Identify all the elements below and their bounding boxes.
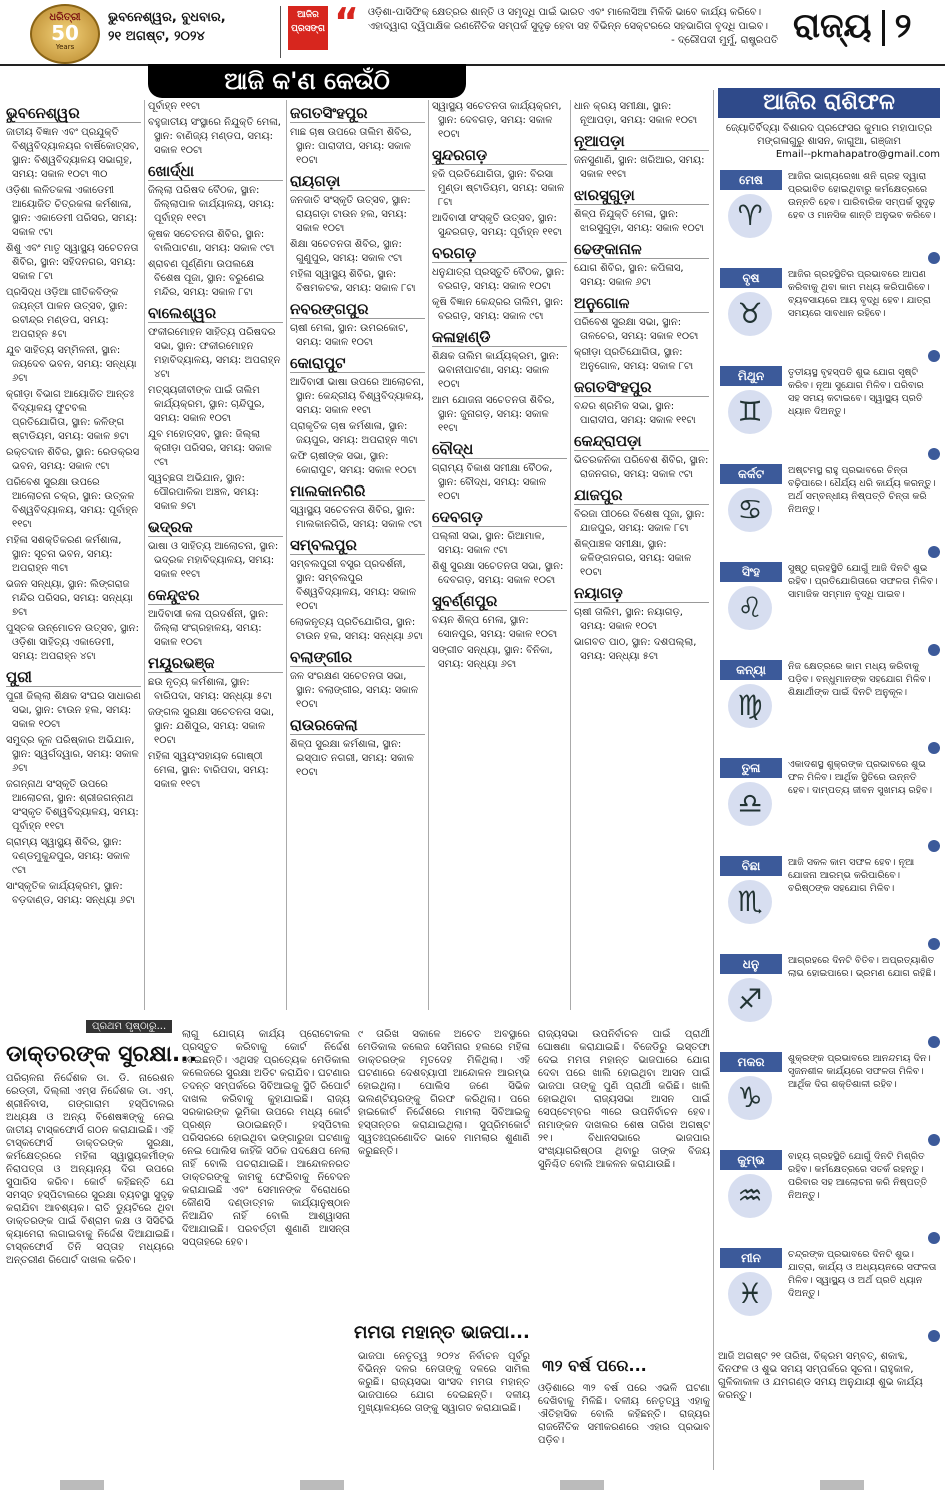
event-item: ଶିଳ୍ପାଞ୍ଚଳ ସମୀକ୍ଷା, ସ୍ଥାନ: କଳିଙ୍ଗନଗର, ସମୟ: ସକାଳ ୧୦ଟା bbox=[574, 539, 692, 578]
panchang-footer: ଆଜି ଅଗଷ୍ଟ ୨୧ ତାରିଖ, ବିକ୍ରମ ସମ୍ବତ୍, ଶକାବ୍ଦ, ଦିନଫଳ ଓ ଶୁଭ ସମୟ ସମ୍ପର୍କରେ ସୂଚନା। ରାହୁକାଳ, ଗୁଳିକାକାଳ ଓ ଯମଗଣ୍ଡ ସମୟ ଅନୁଯାୟୀ ଶୁଭ କାର୍ଯ୍ୟ କରନ୍ତୁ। bbox=[718, 1351, 923, 1401]
bullet-icon bbox=[928, 546, 940, 558]
event-item: ଜନସୁଣାଣି, ସ୍ଥାନ: ଖରିଆର, ସମୟ: ସକାଳ ୧୧ଟା bbox=[574, 155, 705, 180]
quote-of-day bbox=[368, 6, 778, 48]
rashi-name: ତୁଳା bbox=[720, 758, 782, 778]
bullet-icon bbox=[928, 644, 940, 656]
bullet-icon bbox=[928, 252, 940, 264]
event-item: ଶିକ୍ଷା ସଚେତନତା ଶିବିର, ସ୍ଥାନ: ଗୁଣୁପୁର, ସମୟ: ସକାଳ ୯ଟା bbox=[290, 239, 403, 264]
district-heading: ଜଗତସିଂହପୁର bbox=[290, 104, 425, 123]
event-item: ଯୁବ ମହୋତ୍ସବ, ସ୍ଥାନ: ଜିଲ୍ଲା କ୍ରୀଡ଼ା ପରିସର, ସମୟ: ସକାଳ ୯ଟା bbox=[148, 429, 272, 468]
event-item: ଜାତୀୟ ବିଜ୍ଞାନ ଏବଂ ପ୍ରଯୁକ୍ତି ବିଶ୍ୱବିଦ୍ୟାଳୟର ବାର୍ଷିକୋତ୍ସବ, ସ୍ଥାନ: ବିଶ୍ୱବିଦ୍ୟାଳୟ ସଭାଗୃହ, ସମୟ: ସକାଳ ୧୦ଟା ୩୦ bbox=[6, 127, 140, 180]
event-item: ଆଦିବାସୀ କଳା ପ୍ରଦର୍ଶନୀ, ସ୍ଥାନ: ଜିଲ୍ଲା ସଂଗ୍ରହାଳୟ, ସମୟ: ସକାଳ ୧୦ଟା bbox=[148, 609, 269, 648]
district-heading: କେନ୍ଦ୍ରାପଡ଼ା bbox=[574, 432, 709, 451]
print-registration-mark bbox=[820, 1480, 864, 1490]
bullet-icon bbox=[928, 1036, 940, 1048]
event-item: ଲୋକନୃତ୍ୟ ପ୍ରତିଯୋଗିତା, ସ୍ଥାନ: ଟାଉନ ହଲ, ସମୟ: ସନ୍ଧ୍ୟା ୬ଟା bbox=[290, 617, 423, 642]
rashi-entry bbox=[718, 170, 940, 268]
zodiac-icon: ♐ bbox=[728, 978, 772, 1022]
rashifal-panel bbox=[718, 88, 940, 1408]
divider bbox=[428, 100, 429, 1010]
quote-author: - ଦ୍ରୌପଦୀ ମୁର୍ମୁ, ରାଷ୍ଟ୍ରପତି bbox=[671, 35, 778, 46]
event-item: ବନ୍ଦର ଶ୍ରମିକ ସଭା, ସ୍ଥାନ: ପାରାଦୀପ, ସମୟ: ସକାଳ ୧୧ଟା bbox=[574, 401, 696, 426]
rashi-entry bbox=[718, 856, 940, 954]
district-heading: ଯାଜପୁର bbox=[574, 486, 709, 505]
event-item: କୃଷକ ସଚେତନତା ଶିବିର, ସ୍ଥାନ: ବାଲିପାଟଣା, ସମୟ: ସକାଳ ୯ଟା bbox=[148, 229, 275, 254]
event-item: ଶ୍ରାବଣ ପୂର୍ଣ୍ଣିମା ଉପଲକ୍ଷେ ବିଶେଷ ପୂଜା, ସ୍ଥାନ: ବରୁଣେଇ ମନ୍ଦିର, ସମୟ: ସକାଳ ୮ଟା bbox=[148, 259, 265, 298]
rashi-text: ଆଜିର ଗ୍ରହସ୍ଥିତିର ପ୍ରଭାବରେ ଆପଣ କରିବାକୁ ଥିବା କାମ ମଧ୍ୟ କରିପାରିବେ। ବ୍ୟବସାୟରେ ଆୟ ବୃଦ୍ଧି ହେବ। ଯାତ୍ରା ସମୟରେ ସାବଧାନ ରହିବେ। bbox=[788, 269, 931, 319]
district-heading: ପୁରୀ bbox=[6, 668, 141, 687]
events-column-1 bbox=[6, 100, 141, 1010]
rashifal-address: ମଙ୍ଗଳାଗୁରୁ ଶାସନ, କାଗୁଆ, ଗଞ୍ଜାମ bbox=[757, 136, 901, 147]
event-item: ବହୁଜାତୀୟ ସଂସ୍ଥାରେ ନିଯୁକ୍ତି ମେଳା, ସ୍ଥାନ: ବାଣିଜ୍ୟ ମଣ୍ଡପ, ସମୟ: ସକାଳ ୧୦ଟା bbox=[148, 117, 281, 156]
rashi-name: କର୍କଟ bbox=[720, 464, 782, 484]
district-heading: ଢେଙ୍କାନାଳ bbox=[574, 240, 709, 259]
event-item: ଯୁବ ସାହିତ୍ୟ ସମ୍ମିଳନୀ, ସ୍ଥାନ: ଜୟଦେବ ଭବନ, ସମୟ: ସନ୍ଧ୍ୟା ୬ଟା bbox=[6, 345, 137, 384]
district-heading: ଝାରସୁଗୁଡ଼ା bbox=[574, 186, 709, 205]
story-headline-3: ୩୨ ବର୍ଷ ପରେ... bbox=[542, 1356, 647, 1375]
zodiac-icon: ♒ bbox=[728, 1174, 772, 1218]
zodiac-icon: ♍ bbox=[728, 684, 772, 728]
event-item: ପୂର୍ବାହ୍ନ ୧୧ଟା bbox=[148, 101, 201, 112]
district-heading: ବାଲେଶ୍ୱର bbox=[148, 304, 283, 323]
event-item: ଭିତରକନିକା ପରିବେଶ ଶିବିର, ସ୍ଥାନ: ରାଜନଗର, ସମୟ: ସକାଳ ୯ଟା bbox=[574, 455, 709, 480]
district-heading: ଭୁବନେଶ୍ୱର bbox=[6, 104, 141, 123]
rashi-entry bbox=[718, 660, 940, 758]
event-item: ଭାଷା ଓ ସାହିତ୍ୟ ଆଲୋଚନା, ସ୍ଥାନ: ଭଦ୍ରକ ମହାବିଦ୍ୟାଳୟ, ସମୟ: ସକାଳ ୧୧ଟା bbox=[148, 541, 279, 580]
quote-label: ଆଜିର ପ୍ରସଙ୍ଗ bbox=[288, 6, 328, 50]
event-item: ଶିଳ୍ପ ସୁରକ୍ଷା କର୍ମଶାଳା, ସ୍ଥାନ: ଇସ୍ପାତ ନଗରୀ, ସମୟ: ସକାଳ ୧୦ଟା bbox=[290, 739, 414, 778]
bullet-icon bbox=[928, 742, 940, 754]
event-item: ପୁରୀ ଜିଲ୍ଲା ଶିକ୍ଷକ ସଂଘର ସାଧାରଣ ସଭା, ସ୍ଥାନ: ଟାଉନ ହଲ, ସମୟ: ସକାଳ ୧୦ଟା bbox=[6, 691, 141, 730]
section-title bbox=[793, 4, 912, 48]
print-registration-mark bbox=[60, 1480, 104, 1490]
event-item: ଶିଶୁ ଏବଂ ମାତୃ ସ୍ୱାସ୍ଥ୍ୟ ସଚେତନତା ଶିବିର, ସ୍ଥାନ: ସହିଦନଗର, ସମୟ: ସକାଳ ୮ଟା bbox=[6, 243, 139, 282]
event-item: ପଲ୍ଲୀ ସଭା, ସ୍ଥାନ: ରିଆମାଳ, ସମୟ: ସକାଳ ୯ଟା bbox=[432, 531, 545, 556]
event-item: କ୍ରୀଡ଼ା ପ୍ରତିଯୋଗିତା, ସ୍ଥାନ: ଅନୁଗୋଳ, ସମୟ: ସକାଳ ୮ଟା bbox=[574, 347, 694, 372]
divider bbox=[882, 10, 885, 46]
rashi-text: ନିଜ କ୍ଷେତ୍ରରେ କାମ ମଧ୍ୟ କରିବାକୁ ପଡ଼ିବ। ବନ୍ଧୁମାନଙ୍କ ସହଯୋଗ ମିଳିବ। ଶିକ୍ଷାର୍ଥୀଙ୍କ ପାଇଁ ଦିନଟି ଅନୁକୂଳ। bbox=[788, 661, 931, 698]
zodiac-icon: ♏ bbox=[728, 880, 772, 924]
rashi-text: ଆଜି ସକଳ କାମ ସଫଳ ହେବ। ନୂଆ ଯୋଜନା ଆରମ୍ଭ କରିପାରିବେ। ବରିଷ୍ଠଙ୍କ ସହଯୋଗ ମିଳିବ। bbox=[788, 857, 915, 894]
rashi-text: ତୃତୀୟସ୍ଥ ବୃହସ୍ପତି ଶୁଭ ଯୋଗ ସୃଷ୍ଟି କରିବ। ନୂଆ ସୁଯୋଗ ମିଳିବ। ପରିବାର ସହ ସମୟ କଟାଇବେ। ସ୍ୱାସ୍ଥ୍ୟ ପ୍ରତି ଧ୍ୟାନ ଦିଅନ୍ତୁ। bbox=[788, 367, 924, 417]
zodiac-icon: ♑ bbox=[728, 1076, 772, 1120]
event-item: ସ୍ୱଚ୍ଛତା ଅଭିଯାନ, ସ୍ଥାନ: ପୌରପାଳିକା ଅଞ୍ଚଳ, ସମୟ: ସକାଳ ୭ଟା bbox=[148, 473, 260, 512]
quote-text: ଓଡ଼ିଶା-ପାସିଫିକ୍ କ୍ଷେତ୍ରର ଶାନ୍ତି ଓ ସମୃଦ୍ଧି ପାଇଁ ଭାରତ ଏବଂ ମାଲେସିଆ ମିଳିକି ଭାବେ କାର୍ଯ୍ୟ କରିବେ। ଏହାଦ୍ୱାରା ଦ୍ୱିପାକ୍ଷିକ ରଣନୈତିକ ସମ୍ପର୍କ ସୁଦୃଢ଼ ହେବା ସହ ବିଭିନ୍ନ ସେକ୍ଟରରେ ସହଭାଗିତା ବୃଦ୍ଧି ପାଇବ। bbox=[368, 7, 768, 32]
print-registration-mark bbox=[560, 1480, 604, 1490]
event-item: ଶିକ୍ଷକ ତାଲିମ କାର୍ଯ୍ୟକ୍ରମ, ସ୍ଥାନ: ଭବାନୀପାଟଣା, ସମୟ: ସକାଳ ୧୦ଟା bbox=[432, 351, 560, 390]
page-number: ୨ bbox=[894, 6, 912, 46]
rashi-name: ବିଛା bbox=[720, 856, 782, 876]
divider bbox=[144, 100, 145, 1010]
event-item: ମହିଳା ସ୍ୱାସ୍ଥ୍ୟ ଶିବିର, ସ୍ଥାନ: ବିଷମକଟକ, ସମୟ: ସକାଳ ୮ଟା bbox=[290, 269, 416, 294]
district-heading: ସମ୍ବଲପୁର bbox=[290, 536, 425, 555]
event-item: ଗ୍ରାମ୍ୟ ସ୍ୱାସ୍ଥ୍ୟ ଶିବିର, ସ୍ଥାନ: ଦଣ୍ଡମୁକୁନ୍ଦପୁର, ସମୟ: ସକାଳ ୯ଟା bbox=[6, 837, 130, 876]
masthead bbox=[0, 0, 945, 66]
event-item: ଶିଶୁ ସୁରକ୍ଷା ସଚେତନତା ସଭା, ସ୍ଥାନ: ଦେବଗଡ଼, ସମୟ: ସକାଳ ୧୦ଟା bbox=[432, 561, 564, 586]
quote-mark-icon: “ bbox=[334, 0, 359, 44]
zodiac-icon: ♎ bbox=[728, 782, 772, 826]
district-heading: କୋରାପୁଟ bbox=[290, 354, 425, 373]
district-heading: କଳାହାଣ୍ଡି bbox=[432, 328, 567, 347]
rashi-text: ଶୁକ୍ରଙ୍କ ପ୍ରଭାବରେ ଆନନ୍ଦମୟ ଦିନ। ସୃଜନଶୀଳ କାର୍ଯ୍ୟରେ ସଫଳତା ମିଳିବ। ଆର୍ଥିକ ଦିଗ ଶକ୍ତିଶାଳୀ ରହିବ। bbox=[788, 1053, 931, 1090]
district-heading: ନବରଙ୍ଗପୁର bbox=[290, 300, 425, 319]
rashi-entry bbox=[718, 1150, 940, 1248]
zodiac-icon: ♌ bbox=[728, 586, 772, 630]
event-item: ରକ୍ତଦାନ ଶିବିର, ସ୍ଥାନ: ରେଡକ୍ରସ ଭବନ, ସମୟ: ସକାଳ ୯ଟା bbox=[6, 447, 140, 472]
event-item: ବିରଜା ପୀଠରେ ବିଶେଷ ପୂଜା, ସ୍ଥାନ: ଯାଜପୁର, ସମୟ: ସକାଳ ୮ଟା bbox=[574, 509, 705, 534]
district-heading: ରାୟଗଡ଼ା bbox=[290, 172, 425, 191]
event-item: ମାଛ ଚାଷ ଉପରେ ତାଲିମ ଶିବିର, ସ୍ଥାନ: ପାରାଦୀପ, ସମୟ: ସକାଳ ୧୦ଟା bbox=[290, 127, 412, 166]
rashi-name: ମେଷ bbox=[720, 170, 782, 190]
rashi-name: କୁମ୍ଭ bbox=[720, 1150, 782, 1170]
rashi-name: ମିଥୁନ bbox=[720, 366, 782, 386]
date-line-2: ୨୧ ଅଗଷ୍ଟ, ୨୦୨୪ bbox=[108, 29, 205, 44]
event-item: ବୟନ ଶିଳ୍ପ ମେଳା, ସ୍ଥାନ: ସୋନପୁର, ସମୟ: ସକାଳ ୧୦ଟା bbox=[432, 615, 558, 640]
rashi-text: ଏକାଦଶସ୍ଥ ଶୁକ୍ରଙ୍କ ପ୍ରଭାବରେ ଶୁଭ ଫଳ ମିଳିବ। ଆର୍ଥିକ ସ୍ଥିତିରେ ଉନ୍ନତି ହେବ। ଦାମ୍ପତ୍ୟ ଜୀବନ ସୁଖମୟ ରହିବ। bbox=[788, 759, 933, 796]
dharitri-50-years-logo bbox=[30, 4, 100, 64]
event-item: ମହିଳା ସଶକ୍ତିକରଣ କର୍ମଶାଳା, ସ୍ଥାନ: ସୂଚନା ଭବନ, ସମୟ: ଅପରାହ୍ନ ୩ଟା bbox=[6, 535, 122, 574]
event-item: ଜଗନ୍ନାଥ ସଂସ୍କୃତି ଉପରେ ଆଲୋଚନା, ସ୍ଥାନ: ଶ୍ରୀଜଗନ୍ନାଥ ସଂସ୍କୃତ ବିଶ୍ୱବିଦ୍ୟାଳୟ, ସମୟ: ପୂର୍ବାହ୍ନ ୧୧ଟା bbox=[6, 779, 139, 832]
district-heading: ବରଗଡ଼ bbox=[432, 244, 567, 263]
event-item: କ୍ରୀଡ଼ା ବିଭାଗ ଆୟୋଜିତ ଆନ୍ତଃ ବିଦ୍ୟାଳୟ ଫୁଟବଲ ପ୍ରତିଯୋଗିତା, ସ୍ଥାନ: କଳିଙ୍ଗ ଷ୍ଟାଡିୟମ, ସମୟ: ସକାଳ ୭ଟା bbox=[6, 389, 134, 442]
event-item: ଭାଗବତ ପାଠ, ସ୍ଥାନ: ଦଶପଲ୍ଲା, ସମୟ: ସନ୍ଧ୍ୟା ୫ଟା bbox=[574, 637, 697, 662]
story-column-4: ରାଜ୍ୟସଭା ଉପନିର୍ବାଚନ ପାଇଁ ପ୍ରାର୍ଥୀ ଘୋଷଣା କରାଯାଇଛି। ବିଜେଡିରୁ ଇସ୍ତଫା ଦେଇ ମମତା ମହାନ୍ତ ଭାଜପାରେ ଯୋଗ ଦେବା ପରେ ଖାଲି ହୋଇଥିବା ଆସନ ପାଇଁ ଭାଜପା ତାଙ୍କୁ ପୁଣି ପ୍ରାର୍ଥୀ କରିଛି। ଖାଲି ହୋଇଥିବା ରାଜ୍ୟସଭା ଆସନ ପାଇଁ ସେପ୍ଟେମ୍ବର ୩ରେ ଉପନିର୍ବାଚନ ହେବ। ନାମାଙ୍କନ ଦାଖଲର ଶେଷ ତାରିଖ ଅଗଷ୍ଟ ୨୧। ବିଧାନସଭାରେ ଭାଜପାର ସଂଖ୍ୟାଗରିଷ୍ଠତା ଥିବାରୁ ତାଙ୍କ ବିଜୟ ସୁନିଶ୍ଚିତ ବୋଲି ଆକଳନ କରାଯାଉଛି। bbox=[538, 1029, 710, 1170]
event-item: ଶିଳ୍ପ ନିଯୁକ୍ତି ମେଳା, ସ୍ଥାନ: ଝାରସୁଗୁଡ଼ା, ସମୟ: ସକାଳ ୧୦ଟା bbox=[574, 209, 704, 234]
district-heading: ସୁନ୍ଦରଗଡ଼ bbox=[432, 146, 567, 165]
events-column-5 bbox=[574, 100, 709, 1010]
rashi-entry bbox=[718, 954, 940, 1052]
rashi-name: ସିଂହ bbox=[720, 562, 782, 582]
district-heading: ଜଗତସିଂହପୁର bbox=[574, 378, 709, 397]
event-item: ସ୍ୱାସ୍ଥ୍ୟ ସଚେତନତା ଶିବିର, ସ୍ଥାନ: ମାଲକାନଗିରି, ସମୟ: ସକାଳ ୯ଟା bbox=[290, 505, 423, 530]
rashi-text: ଆଗ୍ରହରେ ଦିନଟି ବିତିବ। ଅପ୍ରତ୍ୟାଶିତ ଲାଭ ହୋଇପାରେ। ଭ୍ରମଣ ଯୋଗ ରହିଛି। bbox=[788, 955, 936, 979]
district-heading: କେନ୍ଦୁଝର bbox=[148, 586, 283, 605]
rashi-entry bbox=[718, 464, 940, 562]
event-item: ଧାନ କ୍ରୟ ସମୀକ୍ଷା, ସ୍ଥାନ: ନୂଆପଡ଼ା, ସମୟ: ସକାଳ ୧୦ଟା bbox=[574, 101, 698, 126]
event-item: ଆଦିବାସୀ ସଂସ୍କୃତି ଉତ୍ସବ, ସ୍ଥାନ: ସୁନ୍ଦରଗଡ଼, ସମୟ: ପୂର୍ବାହ୍ନ ୧୧ଟା bbox=[432, 213, 562, 238]
district-heading: ମାଲକାନଗିରି bbox=[290, 482, 425, 501]
district-heading: ଖୋର୍ଦ୍ଧା bbox=[148, 162, 283, 181]
event-item: ପରିବେଶ ସୁରକ୍ଷା ସଭା, ସ୍ଥାନ: ତାଳଚେର, ସମୟ: ସକାଳ ୧୦ଟା bbox=[574, 317, 699, 342]
date-line bbox=[108, 8, 273, 46]
story-column-3b: ଭାଜପା ନେତୃତ୍ୱ ୨୦୨୪ ନିର୍ବାଚନ ପୂର୍ବରୁ ବିଭିନ୍ନ ଦଳର ନେତାଙ୍କୁ ଦଳରେ ସାମିଲ କରୁଛି। ରାଜ୍ୟସଭା ସାଂସଦ ମମତା ମହାନ୍ତ ଭାଜପାରେ ଯୋଗ ଦେଇଛନ୍ତି। ଦଳୀୟ ମୁଖ୍ୟାଳୟରେ ତାଙ୍କୁ ସ୍ୱାଗତ କରାଯାଇଛି। bbox=[358, 1351, 530, 1414]
front-page-continuation bbox=[6, 1020, 711, 1490]
event-item: ଯୋଗ ଶିବିର, ସ୍ଥାନ: କପିଳାସ, ସମୟ: ସକାଳ ୬ଟା bbox=[574, 263, 684, 288]
event-item: ଓଡ଼ିଶା ଲଳିତକଳା ଏକାଡେମୀ ଆୟୋଜିତ ଚିତ୍ରକଳା କର୍ମଶାଳା, ସ୍ଥାନ: ଏକାଡେମୀ ପରିସର, ସମୟ: ସକାଳ ୯ଟା bbox=[6, 185, 138, 238]
event-item: ଚାଷୀ ତାଲିମ, ସ୍ଥାନ: ନୟାଗଡ଼, ସମୟ: ସକାଳ ୧୦ଟା bbox=[574, 607, 683, 632]
date-line-1: ଭୁବନେଶ୍ୱର, ବୁଧବାର, bbox=[108, 10, 226, 25]
bullet-icon bbox=[928, 448, 940, 460]
event-item: ହକି ପ୍ରତିଯୋଗିତା, ସ୍ଥାନ: ବିରସା ମୁଣ୍ଡା ଷ୍ଟାଡିୟମ, ସମୟ: ସକାଳ ୮ଟା bbox=[432, 169, 565, 208]
bullet-icon bbox=[928, 840, 940, 852]
zodiac-icon: ♊ bbox=[728, 390, 772, 434]
event-item: ସମୁଦ୍ର କୂଳ ପରିଷ୍କାର ଅଭିଯାନ, ସ୍ଥାନ: ସ୍ୱର୍ଗଦ୍ୱାର, ସମୟ: ସକାଳ ୬ଟା bbox=[6, 735, 139, 774]
event-item: ସାଂସ୍କୃତିକ କାର୍ଯ୍ୟକ୍ରମ, ସ୍ଥାନ: ବଡ଼ଦାଣ୍ଡ, ସମୟ: ସନ୍ଧ୍ୟା ୬ଟା bbox=[6, 881, 135, 906]
continued-tag: ପ୍ରଥମ ପୃଷ୍ଠାରୁ... bbox=[86, 1020, 172, 1033]
story-headline-2: ମମତା ମହାନ୍ତ ଭାଜପା... bbox=[354, 1322, 530, 1343]
rashi-text: ଆଜିର ଭାଗ୍ୟରେଖା ଶନି ଗ୍ରହ ଦ୍ୱାରା ପ୍ରଭାବିତ ହୋଇଥିବାରୁ କର୍ମକ୍ଷେତ୍ରରେ ଉନ୍ନତି ହେବ। ପାରିବାରିକ ସମ୍ପର୍କ ସୁଦୃଢ଼ ହେବ ଓ ମାନସିକ ଶାନ୍ତି ଅନୁଭବ କରିବେ। bbox=[788, 171, 936, 221]
event-item: ସ୍ୱାସ୍ଥ୍ୟ ସଚେତନତା କାର୍ଯ୍ୟକ୍ରମ, ସ୍ଥାନ: ଦେବଗଡ଼, ସମୟ: ସକାଳ ୧୦ଟା bbox=[432, 101, 562, 140]
rashi-entry bbox=[718, 758, 940, 856]
story-column-1: ପରିଚାଳନା ନିର୍ଦ୍ଦେଶକ ଡା. ଡି. ନାରେଶନ ରେଡ୍ଡୀ, ଦିଲ୍ଲୀ ଏମ୍ସ ନିର୍ଦ୍ଦେଶକ ଡା. ଏମ୍. ଶ୍ରୀନିବାସ, ଗଙ୍ଗାରାମ ହସ୍ପିଟାଲର ଅଧ୍ୟକ୍ଷ ଓ ଅନ୍ୟ ବିଶେଷଜ୍ଞଙ୍କୁ ନେଇ ଜାତୀୟ ଟାସ୍କଫୋର୍ସ ଗଠନ କରାଯାଇଛି। ଏହି ଟାସ୍କଫୋର୍ସ ଡାକ୍ତରଙ୍କ ସୁରକ୍ଷା, କର୍ମକ୍ଷେତ୍ରରେ ମହିଳା ସ୍ୱାସ୍ଥ୍ୟକର୍ମୀଙ୍କ ନିରାପତ୍ତା ଓ ଅନ୍ୟାନ୍ୟ ଦିଗ ଉପରେ ସୁପାରିସ କରିବ। କୋର୍ଟ କହିଛନ୍ତି ଯେ ସମସ୍ତ ହସ୍ପିଟାଲରେ ସୁରକ୍ଷା ବ୍ୟବସ୍ଥା ସୁଦୃଢ଼ କରାଯିବା ଆବଶ୍ୟକ। ରାତି ଡ୍ୟୁଟିରେ ଥିବା ଡାକ୍ତରଙ୍କ ପାଇଁ ବିଶ୍ରାମ କକ୍ଷ ଓ ସିସିଟିଭି କ୍ୟାମେରା ଲଗାଇବାକୁ ନିର୍ଦ୍ଦେଶ ଦିଆଯାଇଛି। ଟାସ୍କଫୋର୍ସ ତିନି ସପ୍ତାହ ମଧ୍ୟରେ ଅନ୍ତରୀଣ ରିପୋର୍ଟ ଦାଖଲ କରିବ। bbox=[6, 1073, 174, 1266]
event-item: ଜଳ ସଂରକ୍ଷଣ ସଚେତନତା ସଭା, ସ୍ଥାନ: ବଲାଙ୍ଗୀର, ସମୟ: ସକାଳ ୧୦ଟା bbox=[290, 671, 419, 710]
divider bbox=[713, 90, 714, 1470]
rashi-entry bbox=[718, 1052, 940, 1150]
rashi-name: ଧନୁ bbox=[720, 954, 782, 974]
event-item: ଚାଷୀ ମେଳା, ସ୍ଥାନ: ଉମରକୋଟ, ସମୟ: ସକାଳ ୧୦ଟା bbox=[290, 323, 409, 348]
event-item: ପ୍ରସିଦ୍ଧ ଓଡ଼ିଆ ଗୀତିକବିଙ୍କ ଜୟନ୍ତୀ ପାଳନ ଉତ୍ସବ, ସ୍ଥାନ: ରବୀନ୍ଦ୍ର ମଣ୍ଡପ, ସମୟ: ଅପରାହ୍ନ ୫ଟା bbox=[6, 287, 128, 340]
story-column-4b: ଓଡ଼ିଶାରେ ୩୨ ବର୍ଷ ପରେ ଏଭଳି ଘଟଣା ଦେଖିବାକୁ ମିଳିଛି। ଦଳୀୟ ନେତୃତ୍ୱ ଏହାକୁ ଐତିହାସିକ ବୋଲି କହିଛନ୍ତି। ରାଜ୍ୟର ରାଜନୈତିକ ସମୀକରଣରେ ଏହାର ପ୍ରଭାବ ପଡ଼ିବ। bbox=[538, 1383, 710, 1446]
divider bbox=[570, 100, 571, 1010]
district-heading: ନୟାଗଡ଼ bbox=[574, 584, 709, 603]
district-heading: ସୁବର୍ଣ୍ଣପୁର bbox=[432, 592, 567, 611]
district-heading: ବୌଦ୍ଧ bbox=[432, 440, 567, 459]
rashi-name: ମୀନ bbox=[720, 1248, 782, 1268]
rashi-name: ବୃଷ bbox=[720, 268, 782, 288]
district-heading: ରାଉରକେଲା bbox=[290, 716, 425, 735]
section-name: ରାଜ୍ୟ bbox=[793, 6, 872, 46]
rashi-entry bbox=[718, 268, 940, 366]
rashifal-email: Email--pkmahapatro@gmail.com bbox=[775, 149, 940, 160]
bullet-icon bbox=[928, 1232, 940, 1244]
event-item: ପରିବେଶ ସୁରକ୍ଷା ଉପରେ ଆଲୋଚନା ଚକ୍ର, ସ୍ଥାନ: ଉତ୍କଳ ବିଶ୍ୱବିଦ୍ୟାଳୟ, ସମୟ: ପୂର୍ବାହ୍ନ ୧୧ଟା bbox=[6, 477, 138, 530]
event-item: ଫକୀରମୋହନ ସାହିତ୍ୟ ପରିଷଦର ସଭା, ସ୍ଥାନ: ଫକୀରମୋହନ ମହାବିଦ୍ୟାଳୟ, ସମୟ: ଅପରାହ୍ନ ୪ଟା bbox=[148, 327, 281, 380]
district-heading: ଅନୁଗୋଳ bbox=[574, 294, 709, 313]
story-column-2: ଲାଗୁ ଯୋଗ୍ୟ କାର୍ଯ୍ୟ ପ୍ରୋଟୋକଲ ପ୍ରସ୍ତୁତ କରିବାକୁ କୋର୍ଟ ନିର୍ଦ୍ଦେଶ ଦେଇଛନ୍ତି। ଏଥିସହ ପ୍ରତ୍ୟେକ ମେଡିକାଲ କଲେଜରେ ସୁରକ୍ଷା ଅଡିଟ କରାଯିବ। ଘଟଣାର ତଦନ୍ତ ସମ୍ପର୍କରେ ସିବିଆଇକୁ ସ୍ଥିତି ରିପୋର୍ଟ ଦାଖଲ କରିବାକୁ କୁହାଯାଇଛି। ରାଜ୍ୟ ସରକାରଙ୍କ ଭୂମିକା ଉପରେ ମଧ୍ୟ କୋର୍ଟ ପ୍ରଶ୍ନ ଉଠାଇଛନ୍ତି। ହସ୍ପିଟାଲ ପରିସରରେ ହୋଇଥିବା ଭଙ୍ଗାରୁଜା ଘଟଣାକୁ ନେଇ ପୋଲିସ କାହିଁକି ସଠିକ ପଦକ୍ଷେପ ନେଲା ନାହିଁ ବୋଲି ପଚରାଯାଇଛି। ଆନ୍ଦୋଳନରତ ଡାକ୍ତରଙ୍କୁ କାମକୁ ଫେରିବାକୁ ନିବେଦନ କରାଯାଇଛି ଏବଂ ସେମାନଙ୍କ ବିରୋଧରେ କୌଣସି ଦଣ୍ଡାତ୍ମକ କାର୍ଯ୍ୟାନୁଷ୍ଠାନ ନିଆଯିବ ନାହିଁ ବୋଲି ଆଶ୍ୱାସନା ଦିଆଯାଇଛି। ପରବର୍ତ୍ତୀ ଶୁଣାଣି ଆସନ୍ତା ସପ୍ତାହରେ ହେବ। bbox=[182, 1029, 350, 1248]
zodiac-icon: ♋ bbox=[728, 488, 772, 532]
logo-name: ଧରିତ୍ରୀ bbox=[49, 12, 81, 23]
logo-sub: Years bbox=[55, 43, 75, 51]
logo-years: 50 bbox=[51, 21, 79, 45]
bullet-icon bbox=[928, 350, 940, 362]
event-item: ଆମ ଯୋଜନା ସଚେତନତା ଶିବିର, ସ୍ଥାନ: ଜୁନାଗଡ଼, ସମୟ: ସକାଳ ୧୧ଟା bbox=[432, 395, 555, 434]
district-heading: ଦେବଗଡ଼ bbox=[432, 508, 567, 527]
district-heading: ମୟୂରଭଞ୍ଜ bbox=[148, 654, 283, 673]
event-item: ସଙ୍ଗୀତ ସନ୍ଧ୍ୟା, ସ୍ଥାନ: ବିନିକା, ସମୟ: ସନ୍ଧ୍ୟା ୬ଟା bbox=[432, 645, 553, 670]
rashi-text: ଚନ୍ଦ୍ରଙ୍କ ପ୍ରଭାବରେ ଦିନଟି ଶୁଭ। ଯାତ୍ରା, କାର୍ଯ୍ୟ ଓ ଅଧ୍ୟୟନରେ ସଫଳତା ମିଳିବ। ସ୍ୱାସ୍ଥ୍ୟ ଓ ଅର୍ଥ ପ୍ରତି ଧ୍ୟାନ ଦିଅନ୍ତୁ। bbox=[788, 1249, 937, 1299]
print-registration-mark bbox=[300, 1480, 344, 1490]
event-item: ଭଜନ ସନ୍ଧ୍ୟା, ସ୍ଥାନ: ଲିଙ୍ଗରାଜ ମନ୍ଦିର ପରିସର, ସମୟ: ସନ୍ଧ୍ୟା ୭ଟା bbox=[6, 579, 133, 618]
district-heading: ଭଦ୍ରକ bbox=[148, 518, 283, 537]
rashi-text: ବାହ୍ୟ ଗ୍ରହସ୍ଥିତି ଯୋଗୁଁ ଦିନଟି ମିଶ୍ରିତ ରହିବ। କର୍ମକ୍ଷେତ୍ରରେ ସତର୍କ ରହନ୍ତୁ। ପରିବାର ସହ ଆଲୋଚନା କରି ନିଷ୍ପତ୍ତି ନିଅନ୍ତୁ। bbox=[788, 1151, 928, 1201]
event-item: କଫି ଚାଷୀଙ୍କ ସଭା, ସ୍ଥାନ: କୋରାପୁଟ, ସମୟ: ସକାଳ ୧୦ଟା bbox=[290, 451, 417, 476]
events-column-3 bbox=[290, 100, 425, 1010]
bullet-icon bbox=[928, 1330, 940, 1342]
rashi-name: ମକର bbox=[720, 1052, 782, 1072]
rashi-name: କନ୍ୟା bbox=[720, 660, 782, 680]
zodiac-icon: ♉ bbox=[728, 292, 772, 336]
rashi-text: ଅଷ୍ଟମସ୍ଥ ରାହୁ ପ୍ରଭାବରେ ଚିନ୍ତା ବଢ଼ିପାରେ। ଧୈର୍ଯ୍ୟ ଧରି କାର୍ଯ୍ୟ କରନ୍ତୁ। ଅର୍ଥ ସମ୍ବନ୍ଧୀୟ ନିଷ୍ପତ୍ତି ଚିନ୍ତା କରି ନିଅନ୍ତୁ। bbox=[788, 465, 936, 515]
event-item: ଜଙ୍ଗଲ ସୁରକ୍ଷା ସଚେତନତା ସଭା, ସ୍ଥାନ: ଯଶିପୁର, ସମୟ: ସକାଳ ୧୦ଟା bbox=[148, 707, 275, 746]
district-heading: ବଲାଙ୍ଗୀର bbox=[290, 648, 425, 667]
rashifal-author: ଜ୍ୟୋତିର୍ବିଦ୍ୟା ବିଶାରଦ ପ୍ରଫେସର କୁମାର ମହାପାତ୍ର bbox=[725, 123, 933, 134]
event-item: ଧନୁଯାତ୍ରା ପ୍ରସ୍ତୁତି ବୈଠକ, ସ୍ଥାନ: ବରଗଡ଼, ସମୟ: ସକାଳ ୧୦ଟା bbox=[432, 267, 565, 292]
events-column-2 bbox=[148, 100, 283, 1010]
event-item: ପୁସ୍ତକ ଉନ୍ମୋଚନ ଉତ୍ସବ, ସ୍ଥାନ: ଓଡ଼ିଶା ସାହିତ୍ୟ ଏକାଡେମୀ, ସମୟ: ଅପରାହ୍ନ ୪ଟା bbox=[6, 623, 139, 662]
event-item: ସମ୍ବଲପୁରୀ ବସ୍ତ୍ର ପ୍ରଦର୍ଶନୀ, ସ୍ଥାନ: ସମ୍ବଲପୁର ବିଶ୍ୱବିଦ୍ୟାଳୟ, ସମୟ: ସକାଳ ୧୦ଟା bbox=[290, 559, 417, 612]
rashi-entry bbox=[718, 366, 940, 464]
zodiac-icon: ♈ bbox=[728, 194, 772, 238]
events-band-title: ଆଜି କ'ଣ କେଉଁଠି bbox=[148, 64, 466, 98]
event-item: ମତ୍ସ୍ୟଜୀବୀଙ୍କ ପାଇଁ ତାଲିମ କାର୍ଯ୍ୟକ୍ରମ, ସ୍ଥାନ: ଚାନ୍ଦିପୁର, ସମୟ: ସକାଳ ୧୦ଟା bbox=[148, 385, 265, 424]
bullet-icon bbox=[928, 1134, 940, 1146]
events-column-4 bbox=[432, 100, 567, 1010]
story-headline: ଡାକ୍ତରଙ୍କ ସୁରକ୍ଷା... bbox=[6, 1042, 197, 1067]
rashi-entry bbox=[718, 1248, 940, 1346]
bullet-icon bbox=[928, 938, 940, 950]
event-item: ଜିଲ୍ଲା ପରିଷଦ ବୈଠକ, ସ୍ଥାନ: ଜିଲ୍ଲାପାଳ କାର୍ଯ୍ୟାଳୟ, ସମୟ: ପୂର୍ବାହ୍ନ ୧୧ଟା bbox=[148, 185, 275, 224]
rashi-text: ସୁଷ୍ଠୁ ଗ୍ରହସ୍ଥିତି ଯୋଗୁଁ ଆଜି ଦିନଟି ଶୁଭ ରହିବ। ପ୍ରତିଯୋଗିତାରେ ସଫଳତା ମିଳିବ। ସାମାଜିକ ସମ୍ମାନ ବୃଦ୍ଧି ପାଇବ। bbox=[788, 563, 938, 600]
rashifal-title: ଆଜିର ରାଶିଫଳ bbox=[718, 88, 940, 118]
story-column-3: ୯ ତାରିଖ ସକାଳେ ଅଚେତ ଅବସ୍ଥାରେ ମେଡିକାଲ କଲେଜ ସେମିନାର ହଲରେ ମହିଳା ଡାକ୍ତରଙ୍କ ମୃତଦେହ ମିଳିଥିଲା। ଏହି ଘଟଣାରେ ଦେଶବ୍ୟାପୀ ଆନ୍ଦୋଳନ ଆରମ୍ଭ ହୋଇଥିଲା। ପୋଲିସ ଜଣେ ସିଭିକ ଭଲଣ୍ଟିୟରଙ୍କୁ ଗିରଫ କରିଥିଲା। ପରେ ହାଇକୋର୍ଟ ନିର୍ଦ୍ଦେଶରେ ମାମଲା ସିବିଆଇକୁ ହସ୍ତାନ୍ତର କରାଯାଇଥିଲା। ସୁପ୍ରିମକୋର୍ଟ ସ୍ୱତଃପ୍ରଣୋଦିତ ଭାବେ ମାମଲାର ଶୁଣାଣି କରୁଛନ୍ତି। bbox=[358, 1029, 530, 1157]
event-item: ଛଉ ନୃତ୍ୟ କର୍ମଶାଳା, ସ୍ଥାନ: ବାରିପଦା, ସମୟ: ସନ୍ଧ୍ୟା ୫ଟା bbox=[148, 677, 272, 702]
zodiac-icon: ♓ bbox=[728, 1272, 772, 1316]
event-item: ଗ୍ରାମ୍ୟ ବିକାଶ ସମୀକ୍ଷା ବୈଠକ, ସ୍ଥାନ: ବୌଦ୍ଧ, ସମୟ: ସକାଳ ୧୦ଟା bbox=[432, 463, 553, 502]
divider bbox=[286, 100, 287, 1010]
event-item: ପ୍ରାକୃତିକ ଚାଷ କର୍ମଶାଳା, ସ୍ଥାନ: ଜୟପୁର, ସମୟ: ଅପରାହ୍ନ ୩ଟା bbox=[290, 421, 418, 446]
event-item: କୃଷି ବିଜ୍ଞାନ କେନ୍ଦ୍ରର ତାଲିମ, ସ୍ଥାନ: ବରଗଡ଼, ସମୟ: ସକାଳ ୯ଟା bbox=[432, 297, 564, 322]
divider bbox=[280, 6, 281, 58]
rashi-entry bbox=[718, 562, 940, 660]
district-heading: ନୂଆପଡ଼ା bbox=[574, 132, 709, 151]
event-item: ଜନଜାତି ସଂସ୍କୃତି ଉତ୍ସବ, ସ୍ଥାନ: ରାୟଗଡ଼ା ଟାଉନ ହଲ, ସମୟ: ସକାଳ ୧୦ଟା bbox=[290, 195, 411, 234]
event-item: ମହିଳା ସ୍ୱୟଂସହାୟକ ଗୋଷ୍ଠୀ ମେଳା, ସ୍ଥାନ: ବାରିପଦା, ସମୟ: ସକାଳ ୧୧ଟା bbox=[148, 751, 269, 790]
event-item: ଆଦିବାସୀ ଭାଷା ଉପରେ ଆଲୋଚନା, ସ୍ଥାନ: କେନ୍ଦ୍ରୀୟ ବିଶ୍ୱବିଦ୍ୟାଳୟ, ସମୟ: ସକାଳ ୧୧ଟା bbox=[290, 377, 425, 416]
